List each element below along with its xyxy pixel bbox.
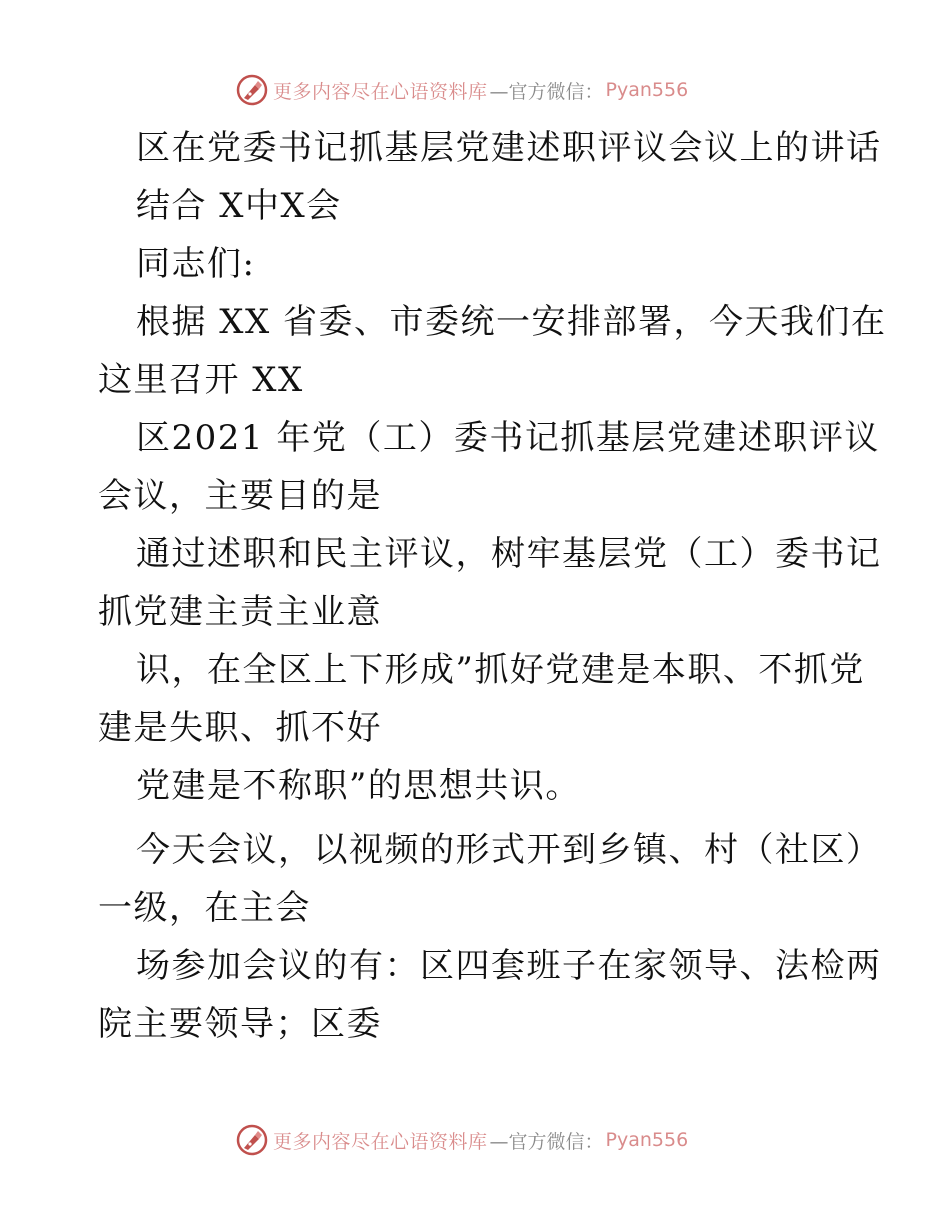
paragraph-line: 区2021 年党（工）委书记抓基层党建述职评议 <box>136 418 880 458</box>
paragraph-line: 一级，在主会 <box>98 888 311 928</box>
paragraph-line: 院主要领导；区委 <box>98 1004 382 1044</box>
paragraph-line: 识，在全区上下形成”抓好党建是本职、不抓党 <box>136 650 865 690</box>
paragraph-line: 今天会议，以视频的形式开到乡镇、村（社区） <box>136 830 882 870</box>
watermark-wechat-id: Pyan556 <box>605 1129 689 1151</box>
watermark-separator-text: —官方微信： <box>489 1130 604 1153</box>
salutation: 同志们: <box>136 244 256 284</box>
paragraph-line: 会议，主要目的是 <box>98 476 382 516</box>
pen-nib-logo-icon <box>235 1123 269 1157</box>
document-title: 区在党委书记抓基层党建述职评议会议上的讲话 <box>136 128 882 168</box>
paragraph-line: 根据 XX 省委、市委统一安排部署，今天我们在 <box>136 302 887 342</box>
watermark-wechat-id: Pyan556 <box>605 79 689 101</box>
paragraph-line: 党建是不称职”的思想共识。 <box>136 766 581 806</box>
pen-nib-logo-icon <box>235 73 269 107</box>
paragraph-line: 通过述职和民主评议，树牢基层党（工）委书记 <box>136 534 882 574</box>
document-subtitle: 结合 X中X会 <box>136 186 342 226</box>
paragraph-line: 场参加会议的有：区四套班子在家领导、法检两 <box>136 946 882 986</box>
header-watermark <box>235 70 755 110</box>
paragraph-line: 建是失职、抓不好 <box>98 708 382 748</box>
watermark-main-text: 更多内容尽在心语资料库 <box>273 1130 488 1153</box>
paragraph-line: 这里召开 XX <box>98 360 304 400</box>
watermark-main-text: 更多内容尽在心语资料库 <box>273 80 488 103</box>
footer-watermark <box>235 1120 755 1160</box>
watermark-separator-text: —官方微信： <box>489 80 604 103</box>
paragraph-line: 抓党建主责主业意 <box>98 592 382 632</box>
